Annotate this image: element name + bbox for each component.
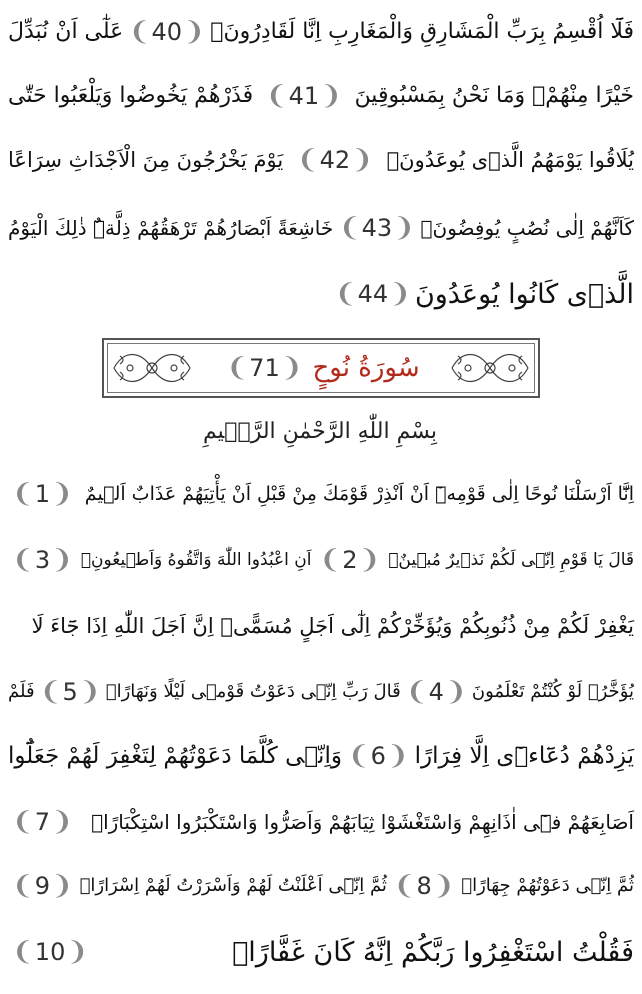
ayah-number: 4: [428, 678, 444, 706]
verse-text: خَيْرًا مِنْهُمْۙ وَمَا نَحْنُ بِمَسْبُوقِينَ: [354, 83, 634, 108]
ayah-number: 9: [34, 872, 51, 900]
ayah-number: 3: [34, 546, 51, 574]
ayah-number-marker: ❨ 3 ❩: [12, 545, 73, 575]
verse-text: قَالَ يَا قَوْمِ اِنّٖى لَكُمْ نَذٖيرٌ مُبٖينٌۙ: [388, 549, 634, 570]
verse-text: فَقُلْتُ اسْتَغْفِرُوا رَبَّكُمْ اِنَّهُ كَانَ غَفَّارًاۙ: [232, 936, 634, 968]
surah-number: 71: [249, 354, 280, 382]
verse-text: يَزِدْهُمْ دُعَٓاءٖٓى اِلَّا فِرَارًا: [414, 742, 634, 769]
ayah-number: 42: [319, 146, 351, 174]
text-line: [0, 920, 642, 984]
verse-text: يُلَاقُوا يَوْمَهُمُ الَّذٖى يُوعَدُونَۙ: [386, 147, 634, 172]
ayah-number-marker: ❨ 9 ❩: [12, 871, 73, 901]
ayah-number: 2: [342, 546, 358, 574]
verse-text: يَوْمَ يَخْرُجُونَ مِنَ الْاَجْدَاثِ سِرَاعًا: [8, 147, 284, 172]
verse-text: قَالَ رَبِّ اِنّٖى دَعَوْتُ قَوْمٖى لَيْلًا وَنَهَارًاۙ: [105, 681, 401, 702]
text-line: [0, 64, 642, 128]
verse-text: وَاِنّٖى كُلَّمَا دَعَوْتُهُمْ لِتَغْفِرَ لَهُمْ جَعَلُٓوا: [8, 742, 342, 769]
verse-text: اَنِ اعْبُدُوا اللّٰهَ وَاتَّقُوهُ وَاَطٖيعُونِۙ: [80, 549, 312, 570]
text-line: [0, 854, 642, 918]
text-line: [0, 128, 642, 192]
ayah-number-marker: ❨ 43 ❩: [338, 213, 415, 243]
verse-text: عَلٰٓى اَنْ نُبَدِّلَ: [8, 19, 124, 44]
ayah-number-marker: ❨ 42 ❩: [296, 145, 373, 175]
text-line: [0, 724, 642, 788]
text-line: [0, 462, 642, 526]
text-line: [0, 790, 642, 854]
ayah-number-marker: ❨ 7 ❩: [12, 807, 73, 837]
text-line: [0, 528, 642, 592]
verse-text: كَاَنَّهُمْ اِلٰى نُصُبٍ يُوفِضُونَۙ: [420, 216, 634, 240]
ayah-number-marker: ❨ 10 ❩: [12, 937, 89, 967]
verse-text: اَصَابِعَهُمْ فٖٓى اٰذَانِهِمْ وَاسْتَغْشَوْا ثِيَابَهُمْ وَاَصَرُّوا وَاسْتَكْبَرُوا اسْتِكْبَارًاۚ: [91, 810, 634, 834]
verse-text: ثُمَّ اِنّٖٓى اَعْلَنْتُ لَهُمْ وَاَسْرَرْتُ لَهُمْ اِسْرَارًاۙ: [79, 875, 387, 896]
verse-text: خَاشِعَةً اَبْصَارُهُمْ تَرْهَقُهُمْ ذِلَّةٌۜ ذٰلِكَ الْيَوْمُ: [8, 216, 334, 240]
ayah-number: 8: [416, 872, 432, 900]
ayah-number: 43: [361, 214, 393, 242]
basmala: [170, 408, 470, 454]
verse-text: فَلَمْ: [8, 681, 35, 702]
ayah-number-marker: ❨ 41 ❩: [265, 81, 342, 111]
text-line: [0, 0, 642, 64]
surah-name: سُورَةُ نُوحٍ: [312, 353, 420, 383]
ayah-number-marker: ❨ 6 ❩: [347, 741, 409, 771]
text-line: [0, 262, 642, 326]
ayah-number: 5: [62, 678, 78, 706]
text-line: [0, 594, 642, 658]
ayah-number: 40: [151, 18, 183, 46]
ayah-number-marker: ❨ 44 ❩: [334, 279, 411, 309]
verse-text: اِنَّٓا اَرْسَلْنَا نُوحًا اِلٰى قَوْمِهٖٓ اَنْ اَنْذِرْ قَوْمَكَ مِنْ قَبْلِ اَنْ يَأْتِيَهُمْ عَذَابٌ اَلٖيمٌ: [84, 482, 634, 505]
ayah-number: 7: [34, 808, 51, 836]
verse-text: ثُمَّ اِنّٖى دَعَوْتُهُمْ جِهَارًاۙ: [461, 875, 634, 896]
verse-text: فَذَرْهُمْ يَخُوضُوا وَيَلْعَبُوا حَتّٰى: [8, 83, 254, 108]
ayah-number: 10: [34, 938, 66, 966]
ayah-number: 6: [370, 742, 386, 770]
verse-text: يُؤَخَّرُۢ لَوْ كُنْتُمْ تَعْلَمُونَ: [471, 681, 634, 702]
text-line: [0, 196, 642, 260]
text-line: [0, 660, 642, 724]
basmala-text: بِسْمِ اللّٰهِ الرَّحْمٰنِ الرَّحٖيمِ: [203, 418, 437, 444]
verse-text: يَغْفِرْ لَكُمْ مِنْ ذُنُوبِكُمْ وَيُؤَخِّرْكُمْ اِلٰٓى اَجَلٍ مُسَمًّىۜ اِنَّ اَجَلَ اللّٰهِ اِذَا جَٓاءَ لَا: [31, 613, 634, 638]
verse-text: الَّذٖى كَانُوا يُوعَدُونَ: [414, 278, 634, 310]
ayah-number: 44: [357, 280, 389, 308]
ayah-number-marker: ❨ 4 ❩: [405, 677, 467, 707]
ayah-number-marker: ❨ 8 ❩: [393, 871, 455, 901]
ayah-number: 41: [288, 82, 320, 110]
ayah-number-marker: ❨ 40 ❩: [128, 17, 205, 47]
ayah-number-marker: ❨ 2 ❩: [319, 545, 381, 575]
ayah-number-marker: ❨ 5 ❩: [39, 677, 101, 707]
ayah-number-marker: ❨ 1 ❩: [12, 479, 73, 509]
ayah-number: 1: [34, 480, 51, 508]
surah-title: [104, 348, 538, 388]
surah-number-marker: ❨ 71 ❩: [226, 353, 303, 383]
surah-header: [102, 338, 540, 398]
verse-text: فَلَٓا اُقْسِمُ بِرَبِّ الْمَشَارِقِ وَالْمَغَارِبِ اِنَّا لَقَادِرُونَۙ: [210, 19, 634, 44]
